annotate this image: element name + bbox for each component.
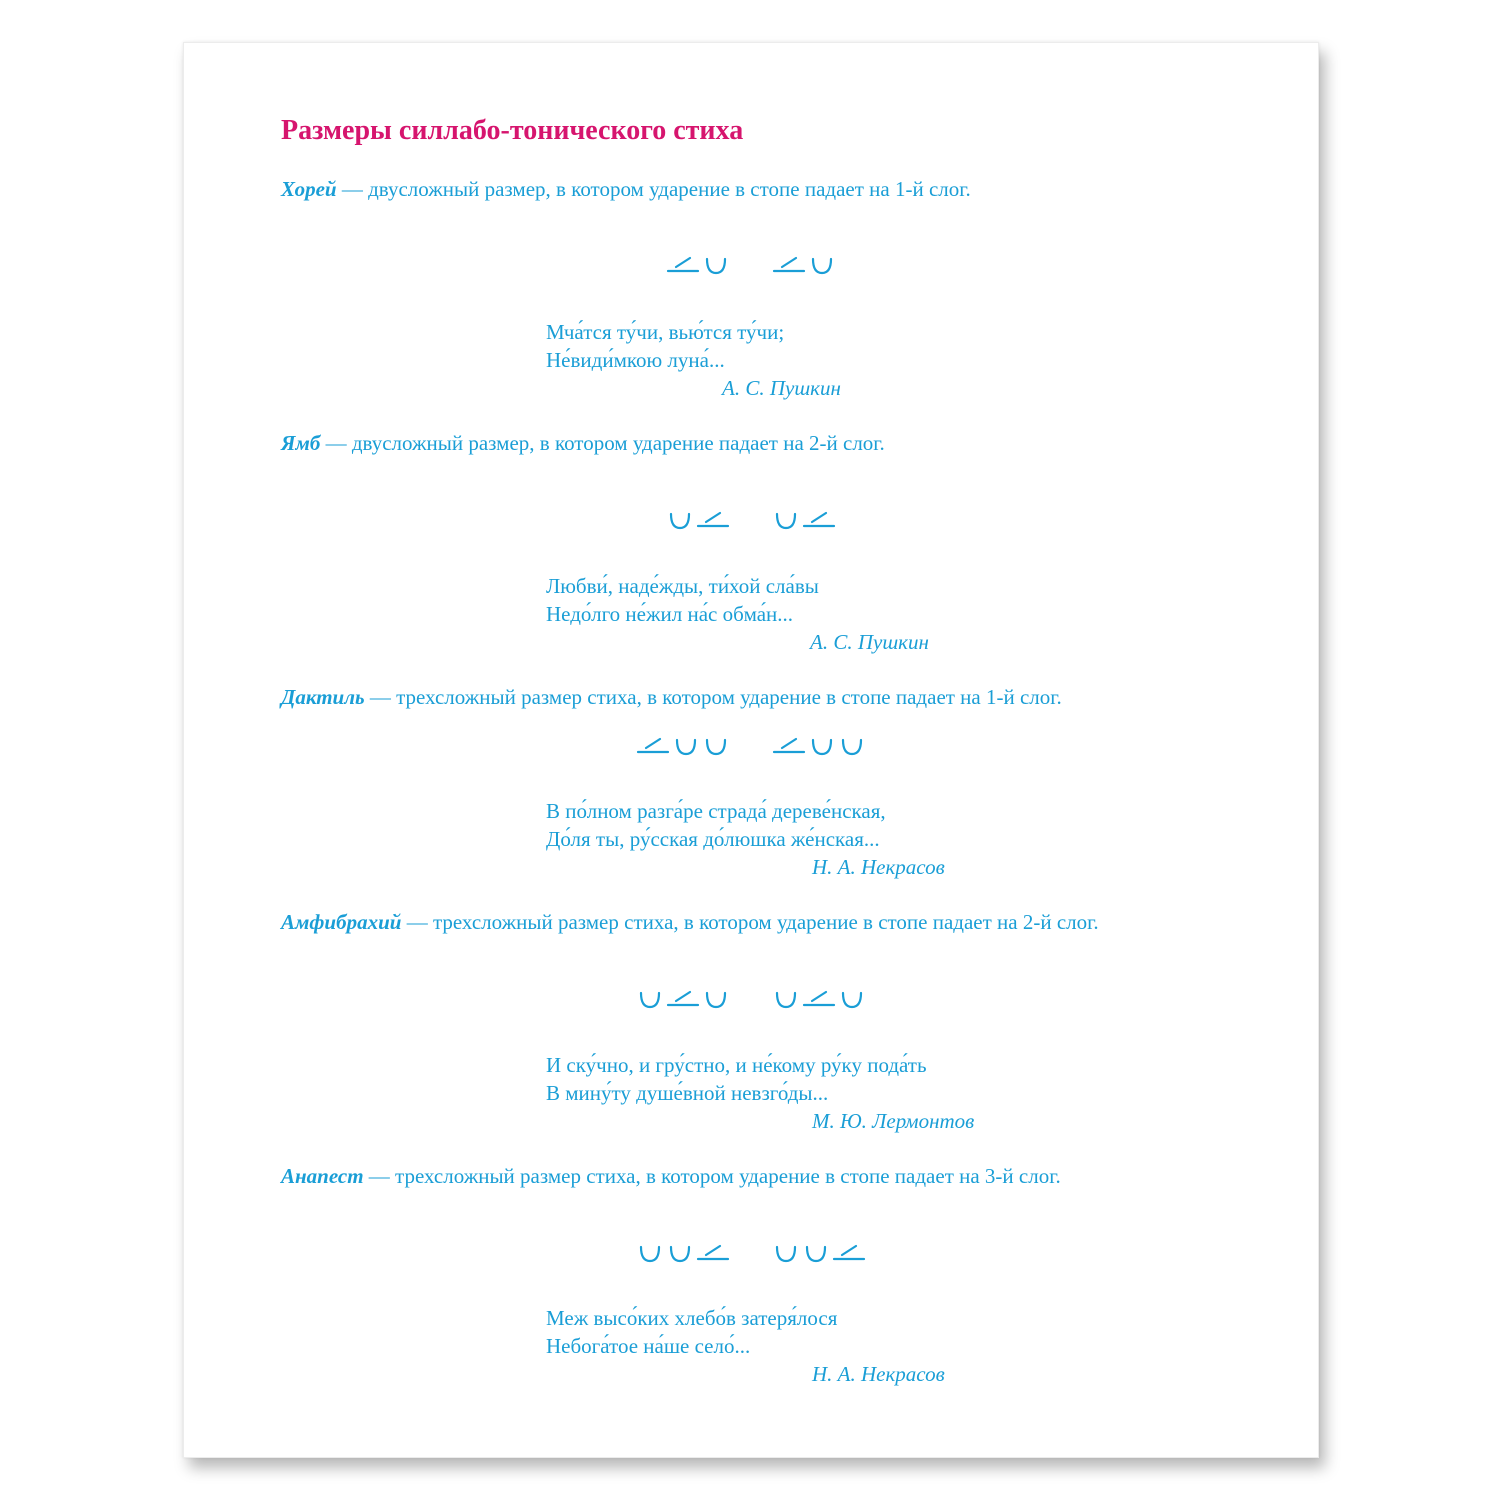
stressed-syllable-mark — [638, 739, 668, 752]
poem-excerpt — [546, 1304, 945, 1388]
unstressed-syllable-mark — [671, 514, 689, 528]
poem-author: А. С. Пушкин — [810, 630, 929, 654]
poem-line: До́ля ты, ру́сская до́люшка же́нская... — [546, 827, 880, 851]
unstressed-syllable-mark — [777, 1247, 795, 1261]
stressed-syllable-mark — [668, 258, 698, 271]
meter-definition-anapest — [281, 1164, 1061, 1189]
poem-line: Не́види́мкою луна́... — [546, 348, 725, 372]
meter-scheme — [184, 1234, 1318, 1264]
unstressed-syllable-mark — [707, 740, 725, 754]
poem-excerpt — [546, 797, 945, 881]
stressed-syllable-mark — [804, 513, 834, 526]
scheme-svg — [184, 246, 1318, 276]
unstressed-syllable-mark — [843, 993, 861, 1007]
unstressed-syllable-mark — [777, 993, 795, 1007]
stressed-syllable-mark — [698, 513, 728, 526]
stressed-syllable-mark — [668, 992, 698, 1005]
poem-excerpt — [546, 572, 929, 656]
unstressed-syllable-mark — [813, 259, 831, 273]
poem-line: Недо́лго не́жил на́с обма́н... — [546, 602, 794, 626]
stressed-syllable-mark — [698, 1246, 728, 1259]
meter-description: — трехсложный размер стиха, в котором ударение в стопе падает на 2-й слог. — [401, 910, 1099, 934]
meter-term: Амфибрахий — [281, 910, 402, 934]
scheme-svg — [184, 980, 1318, 1010]
poem-excerpt — [546, 1051, 974, 1135]
meter-scheme — [184, 727, 1318, 757]
poem-author: Н. А. Некрасов — [812, 855, 945, 879]
stressed-syllable-mark — [834, 1246, 864, 1259]
poem-line: Любви́, наде́жды, ти́хой сла́вы — [546, 574, 819, 598]
meter-term: Хорей — [281, 177, 337, 201]
meter-definition-daktil — [281, 685, 1062, 710]
poem-author: Н. А. Некрасов — [812, 1362, 945, 1386]
poem-line: В мину́ту душе́вной невзго́ды... — [546, 1081, 829, 1105]
unstressed-syllable-mark — [807, 1247, 825, 1261]
meter-definition-yamb — [281, 431, 885, 456]
unstressed-syllable-mark — [707, 259, 725, 273]
stressed-syllable-mark — [774, 739, 804, 752]
poem-author: А. С. Пушкин — [722, 376, 841, 400]
unstressed-syllable-mark — [813, 740, 831, 754]
meter-description: — двусложный размер, в котором ударение падает на 2-й слог. — [320, 431, 885, 455]
meter-description: — двусложный размер, в котором ударение в стопе падает на 1-й слог. — [336, 177, 971, 201]
page-title: Размеры силлабо-тонического стиха — [281, 115, 744, 146]
unstressed-syllable-mark — [777, 514, 795, 528]
meter-definition-amfibrakhii — [281, 910, 1099, 935]
unstressed-syllable-mark — [843, 740, 861, 754]
poem-line: Небога́тое на́ше село́... — [546, 1334, 751, 1358]
unstressed-syllable-mark — [677, 740, 695, 754]
scheme-svg — [184, 1234, 1318, 1264]
poem-line: И ску́чно, и гру́стно, и не́кому ру́ку пода́ть — [546, 1053, 927, 1077]
poem-line: В по́лном разга́ре страда́ дереве́нская, — [546, 799, 886, 823]
meter-description: — трехсложный размер стиха, в котором ударение в стопе падает на 1-й слог. — [364, 685, 1062, 709]
page — [183, 42, 1319, 1458]
meter-scheme — [184, 246, 1318, 276]
poem-excerpt — [546, 318, 841, 402]
unstressed-syllable-mark — [671, 1247, 689, 1261]
unstressed-syllable-mark — [707, 993, 725, 1007]
meter-scheme — [184, 980, 1318, 1010]
meter-term: Анапест — [281, 1164, 364, 1188]
stressed-syllable-mark — [774, 258, 804, 271]
poem-line: Мча́тся ту́чи, вью́тся ту́чи; — [546, 320, 785, 344]
unstressed-syllable-mark — [641, 1247, 659, 1261]
meter-definition-khorei — [281, 177, 971, 202]
meter-scheme — [184, 501, 1318, 531]
meter-description: — трехсложный размер стиха, в котором ударение в стопе падает на 3-й слог. — [363, 1164, 1061, 1188]
scheme-svg — [184, 727, 1318, 757]
stressed-syllable-mark — [804, 992, 834, 1005]
scheme-svg — [184, 501, 1318, 531]
poem-author: М. Ю. Лермонтов — [812, 1109, 975, 1133]
poem-line: Меж высо́ких хлебо́в затеря́лося — [546, 1306, 838, 1330]
meter-term: Дактиль — [281, 685, 365, 709]
unstressed-syllable-mark — [641, 993, 659, 1007]
meter-term: Ямб — [281, 431, 321, 455]
